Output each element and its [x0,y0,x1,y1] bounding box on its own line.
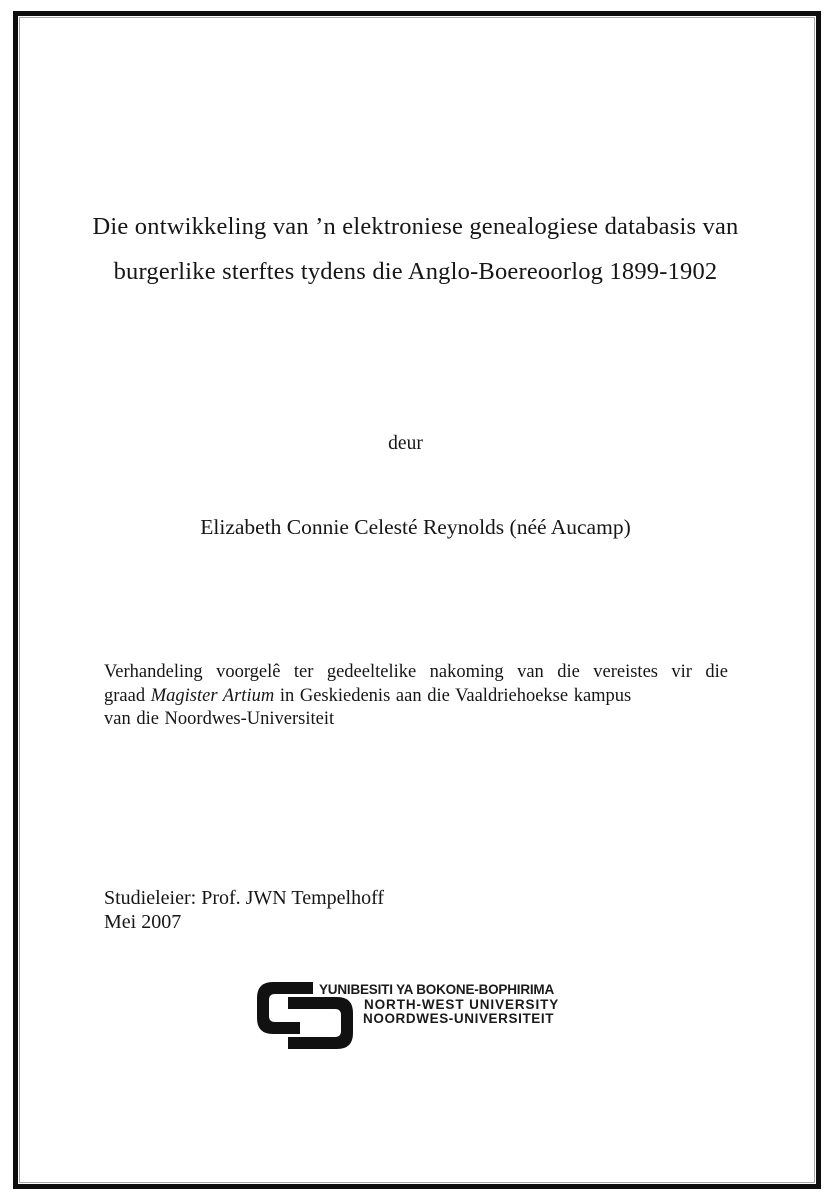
degree-name-italic: Magister Artium [150,685,275,706]
logo-text-line-3: NOORDWES-UNIVERSITEIT [363,1011,555,1027]
degree-statement-line-2-prefix: graad [104,685,151,706]
thesis-title-line-2: burgerlike sterftes tydens die Anglo-Boereoorlog 1899-1902 [113,258,718,285]
thesis-title [50,204,781,294]
submission-date: Mei 2007 [104,911,182,933]
degree-statement-line-1: Verhandeling voorgelê ter gedeeltelike nakoming van die vereistes vir die [104,662,728,682]
byline-deur: deur [388,433,423,454]
university-logo [257,981,597,1056]
supervisor-line: Studieleier: Prof. JWN Tempelhoff [104,887,385,909]
thesis-title-line-1: Die ontwikkeling van ’n elektroniese genealogiese databasis van [92,213,739,240]
degree-statement-line-2-suffix: in Geskiedenis aan die Vaaldriehoekse kampus [274,685,632,706]
degree-statement-line-3: van die Noordwes-Universiteit [104,709,335,729]
university-logo-text [319,983,559,1027]
supervisor-block [104,886,384,934]
author-name: Elizabeth Connie Celesté Reynolds (néé Aucamp) [200,515,631,539]
logo-text-line-1: YUNIBESITI YA BOKONE-BOPHIRIMA [319,982,555,997]
logo-text-line-2: NORTH-WEST UNIVERSITY [364,996,560,1012]
degree-statement-line-2 [104,685,728,709]
degree-statement [104,661,728,732]
